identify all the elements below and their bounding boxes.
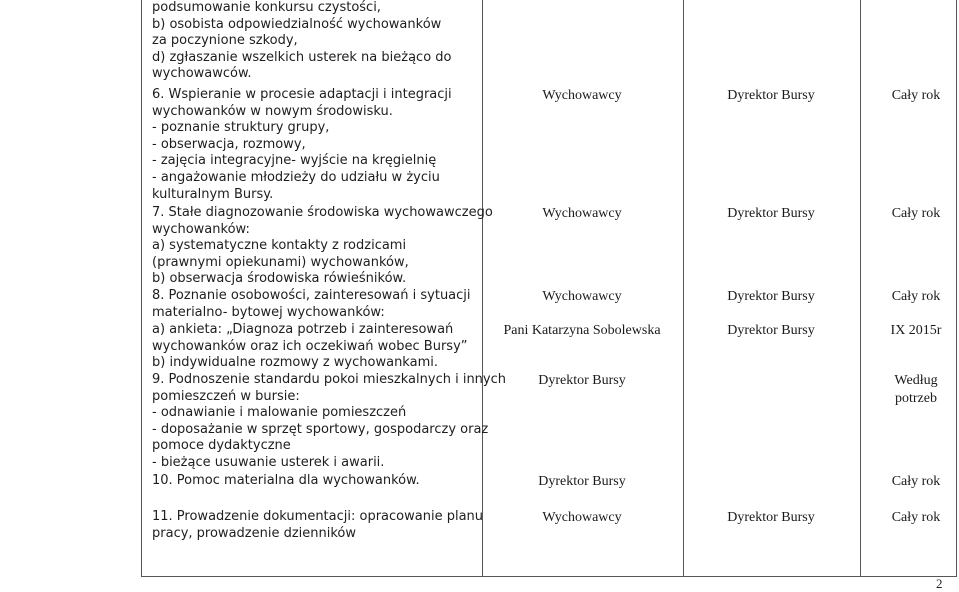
- task-line: 6. Wspieranie w procesie adaptacji i integracji: [152, 87, 452, 102]
- task-line: b) osobista odpowiedzialność wychowanków: [152, 16, 442, 32]
- task-line: 10. Pomoc materialna dla wychowanków.: [152, 473, 420, 488]
- column-divider-responsible: [482, 0, 483, 577]
- table-border-bottom: [141, 576, 957, 577]
- task-line: a) ankieta: „Diagnoza potrzeb i zainteresowań: [152, 322, 454, 337]
- column-divider-deadline: [860, 0, 861, 577]
- deadline: Cały rok: [891, 88, 941, 103]
- task-line: podsumowanie konkursu czystości,: [152, 0, 381, 15]
- supervisor: Dyrektor Bursy: [727, 289, 815, 304]
- deadline: IX 2015r: [890, 323, 942, 338]
- task-line: wychowanków w nowym środowisku.: [152, 103, 393, 119]
- responsible-person: Wychowawcy: [542, 289, 622, 304]
- task-line: - zajęcia integracyjne- wyjście na kręgielnię: [152, 153, 437, 169]
- supervisor: Dyrektor Bursy: [727, 510, 815, 525]
- task-line: kulturalnym Bursy.: [152, 186, 274, 202]
- task-line: - doposażanie w sprzęt sportowy, gospodarczy oraz: [152, 421, 489, 437]
- supervisor: Dyrektor Bursy: [727, 323, 815, 338]
- task-line: a) systematyczne kontakty z rodzicami: [152, 238, 407, 254]
- task-line: wychowawców.: [152, 66, 252, 82]
- responsible-person: Dyrektor Bursy: [538, 373, 626, 388]
- task-line: pomoce dydaktyczne: [152, 438, 291, 454]
- table-border-left: [141, 0, 142, 577]
- task-line: - obserwacja, rozmowy,: [152, 136, 306, 152]
- table-border-right: [956, 0, 957, 577]
- task-line: 9. Podnoszenie standardu pokoi mieszkalnych i innych: [152, 372, 507, 387]
- responsible-person: Dyrektor Bursy: [538, 474, 626, 489]
- task-line: 8. Poznanie osobowości, zainteresowań i sytuacji: [152, 288, 471, 303]
- task-line: za poczynione szkody,: [152, 33, 298, 49]
- task-line: pracy, prowadzenie dzienników: [152, 525, 357, 541]
- task-line: wychowanków:: [152, 221, 250, 237]
- task-line: wychowanków oraz ich oczekiwań wobec Bursy”: [152, 338, 468, 354]
- task-line: (prawnymi opiekunami) wychowanków,: [152, 254, 409, 270]
- deadline: Według: [894, 373, 938, 388]
- task-line: b) indywidualne rozmowy z wychowankami.: [152, 355, 438, 371]
- task-line: - odnawianie i malowanie pomieszczeń: [152, 405, 407, 421]
- task-line: - angażowanie młodzieży do udziału w życiu: [152, 170, 440, 185]
- task-line: d) zgłaszanie wszelkich usterek na bieżąco do: [152, 49, 452, 65]
- deadline: Cały rok: [891, 474, 941, 489]
- responsible-person: Pani Katarzyna Sobolewska: [503, 323, 661, 338]
- column-divider-supervisor: [683, 0, 684, 577]
- task-line: - bieżące usuwanie usterek i awarii.: [152, 455, 385, 470]
- deadline: potrzeb: [895, 391, 937, 406]
- task-line: - poznanie struktury grupy,: [152, 120, 330, 136]
- task-line: 7. Stałe diagnozowanie środowiska wychowawczego: [152, 205, 493, 220]
- supervisor: Dyrektor Bursy: [727, 88, 815, 103]
- responsible-person: Wychowawcy: [542, 510, 622, 525]
- deadline: Cały rok: [891, 206, 941, 221]
- task-line: 11. Prowadzenie dokumentacji: opracowanie planu: [152, 509, 484, 524]
- task-line: b) obserwacja środowiska rówieśników.: [152, 271, 407, 287]
- task-line: materialno- bytowej wychowanków:: [152, 304, 385, 320]
- deadline: Cały rok: [891, 289, 941, 304]
- task-line: pomieszczeń w bursie:: [152, 388, 300, 404]
- responsible-person: Wychowawcy: [542, 206, 622, 221]
- supervisor: Dyrektor Bursy: [727, 206, 815, 221]
- deadline: Cały rok: [891, 510, 941, 525]
- responsible-person: Wychowawcy: [542, 88, 622, 103]
- page-number: 2: [936, 576, 943, 591]
